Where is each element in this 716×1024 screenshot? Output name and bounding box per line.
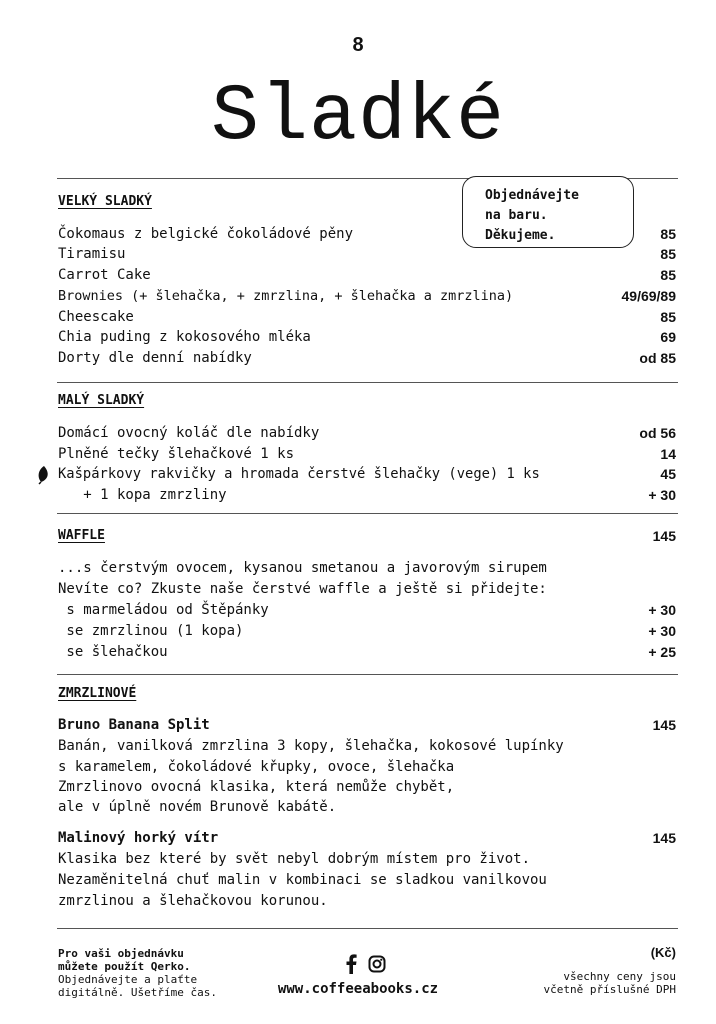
divider xyxy=(57,513,678,514)
menu-item-price: 49/69/89 xyxy=(621,288,676,304)
divider xyxy=(57,674,678,675)
order-notice-line: Děkujeme. xyxy=(485,228,556,243)
menu-item-price: 45 xyxy=(660,466,676,482)
addon-name: s marmeládou od Štěpánky xyxy=(58,602,269,618)
addon-item xyxy=(58,644,676,664)
addon-item xyxy=(58,623,676,643)
instagram-icon[interactable] xyxy=(368,955,386,973)
menu-item-name: Tiramisu xyxy=(58,246,126,262)
menu-item xyxy=(58,425,676,445)
menu-item-name: Chia puding z kokosového mléka xyxy=(58,329,311,345)
menu-item xyxy=(58,329,676,349)
menu-item-price: 14 xyxy=(660,446,676,462)
description-line: ...s čerstvým ovocem, kysanou smetanou a javorovým sirupem xyxy=(58,560,547,576)
addon-price: + 25 xyxy=(648,644,676,660)
addon-price: + 30 xyxy=(648,623,676,639)
menu-item-price: 85 xyxy=(660,246,676,262)
menu-item-name: Dorty dle denní nabídky xyxy=(58,350,252,366)
website-link[interactable]: www.coffeeabooks.cz xyxy=(277,981,439,997)
description-line: zmrzlinou a šlehačkovou korunou. xyxy=(58,893,328,909)
menu-item xyxy=(58,446,676,466)
order-notice-line: na baru. xyxy=(485,208,548,223)
section-heading-velky-sladky: VELKÝ SLADKÝ xyxy=(58,194,152,209)
menu-item-name: Domácí ovocný koláč dle nabídky xyxy=(58,425,320,441)
menu-item-price: 69 xyxy=(660,329,676,345)
description-line: Nezaměnitelná chuť malin v kombinaci se sladkou vanilkovou xyxy=(58,872,547,888)
description-line: s karamelem, čokoládové křupky, ovoce, šlehačka xyxy=(58,759,455,775)
dessert-price: 145 xyxy=(652,830,676,846)
page-title: Sladké xyxy=(210,72,506,163)
order-notice-line: Objednávejte xyxy=(485,188,579,203)
qerko-note-line: Pro vaši objednávku xyxy=(58,947,184,960)
menu-item-price: od 85 xyxy=(639,350,676,366)
description-line: Klasika bez které by svět nebyl dobrým místem pro život. xyxy=(58,851,531,867)
menu-item-name: Carrot Cake xyxy=(58,267,151,283)
qerko-note-line: Objednávejte a plaťte xyxy=(58,973,198,986)
vat-note-line: včetně příslušné DPH xyxy=(543,983,676,996)
section-price: 145 xyxy=(652,528,676,544)
addon-item xyxy=(58,602,676,622)
menu-item-name: Kašpárkovy rakvičky a hromada čerstvé šlehačky (vege) 1 ks xyxy=(58,466,540,482)
facebook-icon[interactable] xyxy=(345,954,357,974)
menu-item-price: 85 xyxy=(660,267,676,283)
dessert-title: Bruno Banana Split xyxy=(58,717,210,733)
addon-name: se šlehačkou xyxy=(58,644,168,660)
divider xyxy=(57,382,678,383)
menu-item xyxy=(58,267,676,287)
menu-item-name: Plněné tečky šlehačkové 1 ks xyxy=(58,446,295,462)
vat-note xyxy=(544,970,676,996)
currency-label: (Kč) xyxy=(650,945,676,960)
menu-item xyxy=(58,309,676,329)
menu-item xyxy=(58,487,676,507)
menu-item xyxy=(58,288,676,308)
description-line: ale v úplně novém Brunově kabátě. xyxy=(58,799,337,815)
menu-item-name: + 1 kopa zmrzliny xyxy=(58,487,227,503)
menu-item-price: + 30 xyxy=(648,487,676,503)
menu-item-price: od 56 xyxy=(639,425,676,441)
description-line: Banán, vanilková zmrzlina 3 kopy, šlehačka, kokosové lupínky xyxy=(58,738,564,754)
section-header-row xyxy=(58,528,676,548)
section-heading-zmrzlinove: ZMRZLINOVÉ xyxy=(58,686,137,701)
addon-name: se zmrzlinou (1 kopa) xyxy=(58,623,244,639)
menu-item-name: Čokomaus z belgické čokoládové pěny xyxy=(58,226,354,242)
section-heading-waffle: WAFFLE xyxy=(58,528,105,543)
dessert-price: 145 xyxy=(652,717,676,733)
order-notice-box xyxy=(462,176,634,248)
description-line: Zmrzlinovo ovocná klasika, která nemůže chybět, xyxy=(58,779,455,795)
qerko-note-line: digitálně. Ušetříme čas. xyxy=(58,986,217,999)
menu-item-price: 85 xyxy=(660,226,676,242)
description-line: Nevíte co? Zkuste naše čerstvé waffle a ještě si přidejte: xyxy=(58,581,547,597)
menu-item xyxy=(58,350,676,370)
section-heading-maly-sladky: MALÝ SLADKÝ xyxy=(58,393,145,408)
menu-item-name: Brownies (+ šlehačka, + zmrzlina, + šlehačka a zmrzlina) xyxy=(58,288,514,304)
menu-item xyxy=(58,466,676,486)
qerko-note-line: můžete použít Qerko. xyxy=(58,960,191,973)
menu-item-name: Cheescake xyxy=(58,309,134,325)
leaf-icon xyxy=(36,465,52,485)
vat-note-line: všechny ceny jsou xyxy=(563,970,676,983)
dessert-title: Malinový horký vítr xyxy=(58,830,219,846)
page-number: 8 xyxy=(352,34,364,56)
divider xyxy=(57,928,678,929)
addon-price: + 30 xyxy=(648,602,676,618)
menu-item-price: 85 xyxy=(660,309,676,325)
menu-item xyxy=(58,246,676,266)
